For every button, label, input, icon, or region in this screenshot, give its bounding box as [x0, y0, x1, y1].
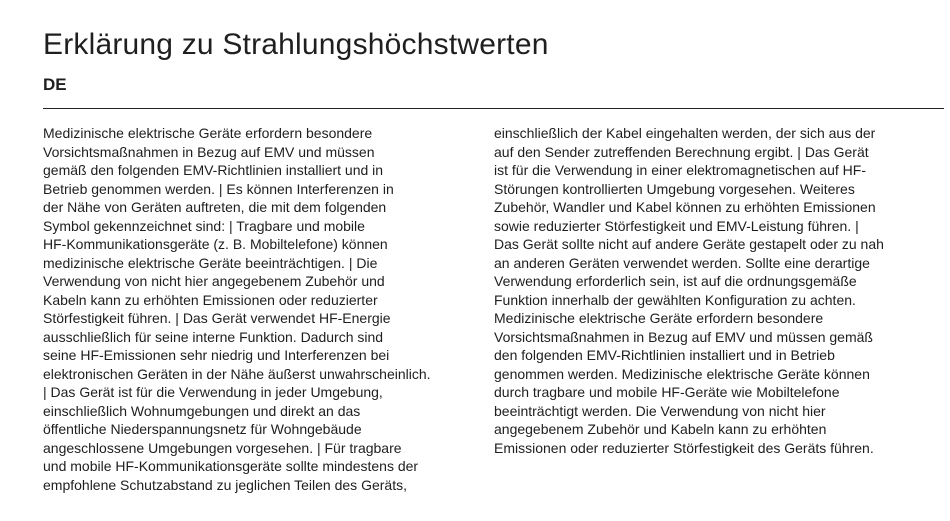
text-line: Vorsichtsmaßnahmen in Bezug auf EMV und müssen gemäß — [494, 328, 873, 345]
text-line: medizinische elektrische Geräte beeinträchtigen. | Die — [43, 254, 378, 271]
text-line: öffentliche Niederspannungsnetz für Wohngebäude — [43, 421, 362, 437]
text-line: elektronischen Geräten in der Nähe äußerst unwahrscheinlich. — [43, 365, 431, 382]
text-line: beeinträchtigt werden. Die Verwendung von nicht hier — [494, 402, 826, 419]
text-line: | Das Gerät ist für die Verwendung in jeder Umgebung, — [43, 384, 383, 400]
heading-divider — [43, 108, 944, 109]
text-line: sowie reduzierter Störfestigkeit und EMV-Leistung führen. | — [494, 217, 859, 234]
language-code-heading: DE — [43, 75, 67, 94]
text-line: durch tragbare und mobile HF-Geräte wie Mobiltelefone — [494, 384, 840, 400]
text-line: Verwendung von nicht hier angegebenem Zubehör und — [43, 273, 385, 289]
text-line: Zubehör, Wandler und Kabel können zu erhöhten Emissionen — [494, 199, 876, 215]
text-line: Vorsichtsmaßnahmen in Bezug auf EMV und müssen — [43, 143, 375, 160]
text-line: ist für die Verwendung in einer elektromagnetischen auf HF- — [494, 162, 866, 178]
text-line: angegebenem Zubehör und Kabeln kann zu erhöhten — [494, 421, 827, 437]
text-line: und mobile HF-Kommunikationsgeräte sollte mindestens der — [43, 458, 419, 474]
text-line: an anderen Geräten verwendet werden. Sollte eine derartige — [494, 254, 870, 271]
text-column-left — [43, 124, 483, 494]
text-line: HF-Kommunikationsgeräte (z. B. Mobiltelefone) können — [43, 236, 388, 252]
text-line: auf den Sender zutreffenden Berechnung ergibt. | Das Gerät — [494, 143, 869, 160]
text-line: Funktion innerhalb der gewählten Konfiguration zu achten. — [494, 291, 856, 308]
text-line: gemäß den folgenden EMV-Richtlinien installiert und in — [43, 162, 384, 178]
text-line: den folgenden EMV-Richtlinien installiert und in Betrieb — [494, 347, 835, 363]
text-line: einschließlich der Kabel eingehalten werden, der sich aus der — [494, 125, 876, 141]
text-line: einschließlich Wohnumgebungen und direkt an das — [43, 402, 361, 419]
text-line: ausschließlich für seine interne Funktion. Dadurch sind — [43, 328, 384, 345]
text-line: Verwendung erforderlich sein, ist auf die ordnungsgemäße — [494, 273, 857, 289]
text-line: Betrieb genommen werden. | Es können Interferenzen in — [43, 180, 394, 197]
text-line: empfohlene Schutzabstand zu jeglichen Teilen des Geräts, — [43, 476, 407, 493]
page-title: Erklärung zu Strahlungshöchstwerten — [43, 28, 549, 61]
text-line: der Nähe von Geräten auftreten, die mit dem folgenden — [43, 199, 387, 215]
text-line: Das Gerät sollte nicht auf andere Geräte gestapelt oder zu nah — [494, 236, 884, 252]
text-line: genommen werden. Medizinische elektrische Geräte können — [494, 365, 870, 382]
text-line: Emissionen oder reduzierter Störfestigkeit des Geräts führen. — [494, 439, 874, 456]
text-line: Störungen kontrollierten Umgebung vorgesehen. Weiteres — [494, 180, 855, 197]
text-line: Kabeln kann zu erhöhten Emissionen oder reduzierter — [43, 291, 378, 308]
text-line: angeschlossene Umgebungen vorgesehen. | Für tragbare — [43, 439, 402, 456]
text-column-right — [494, 124, 944, 457]
text-line: Medizinische elektrische Geräte erfordern besondere — [43, 125, 373, 141]
text-line: Medizinische elektrische Geräte erfordern besondere — [494, 310, 824, 326]
text-line: Symbol gekennzeichnet sind: | Tragbare und mobile — [43, 217, 365, 234]
text-line: seine HF-Emissionen sehr niedrig und Interferenzen bei — [43, 347, 390, 363]
text-line: Störfestigkeit führen. | Das Gerät verwendet HF-Energie — [43, 310, 391, 326]
